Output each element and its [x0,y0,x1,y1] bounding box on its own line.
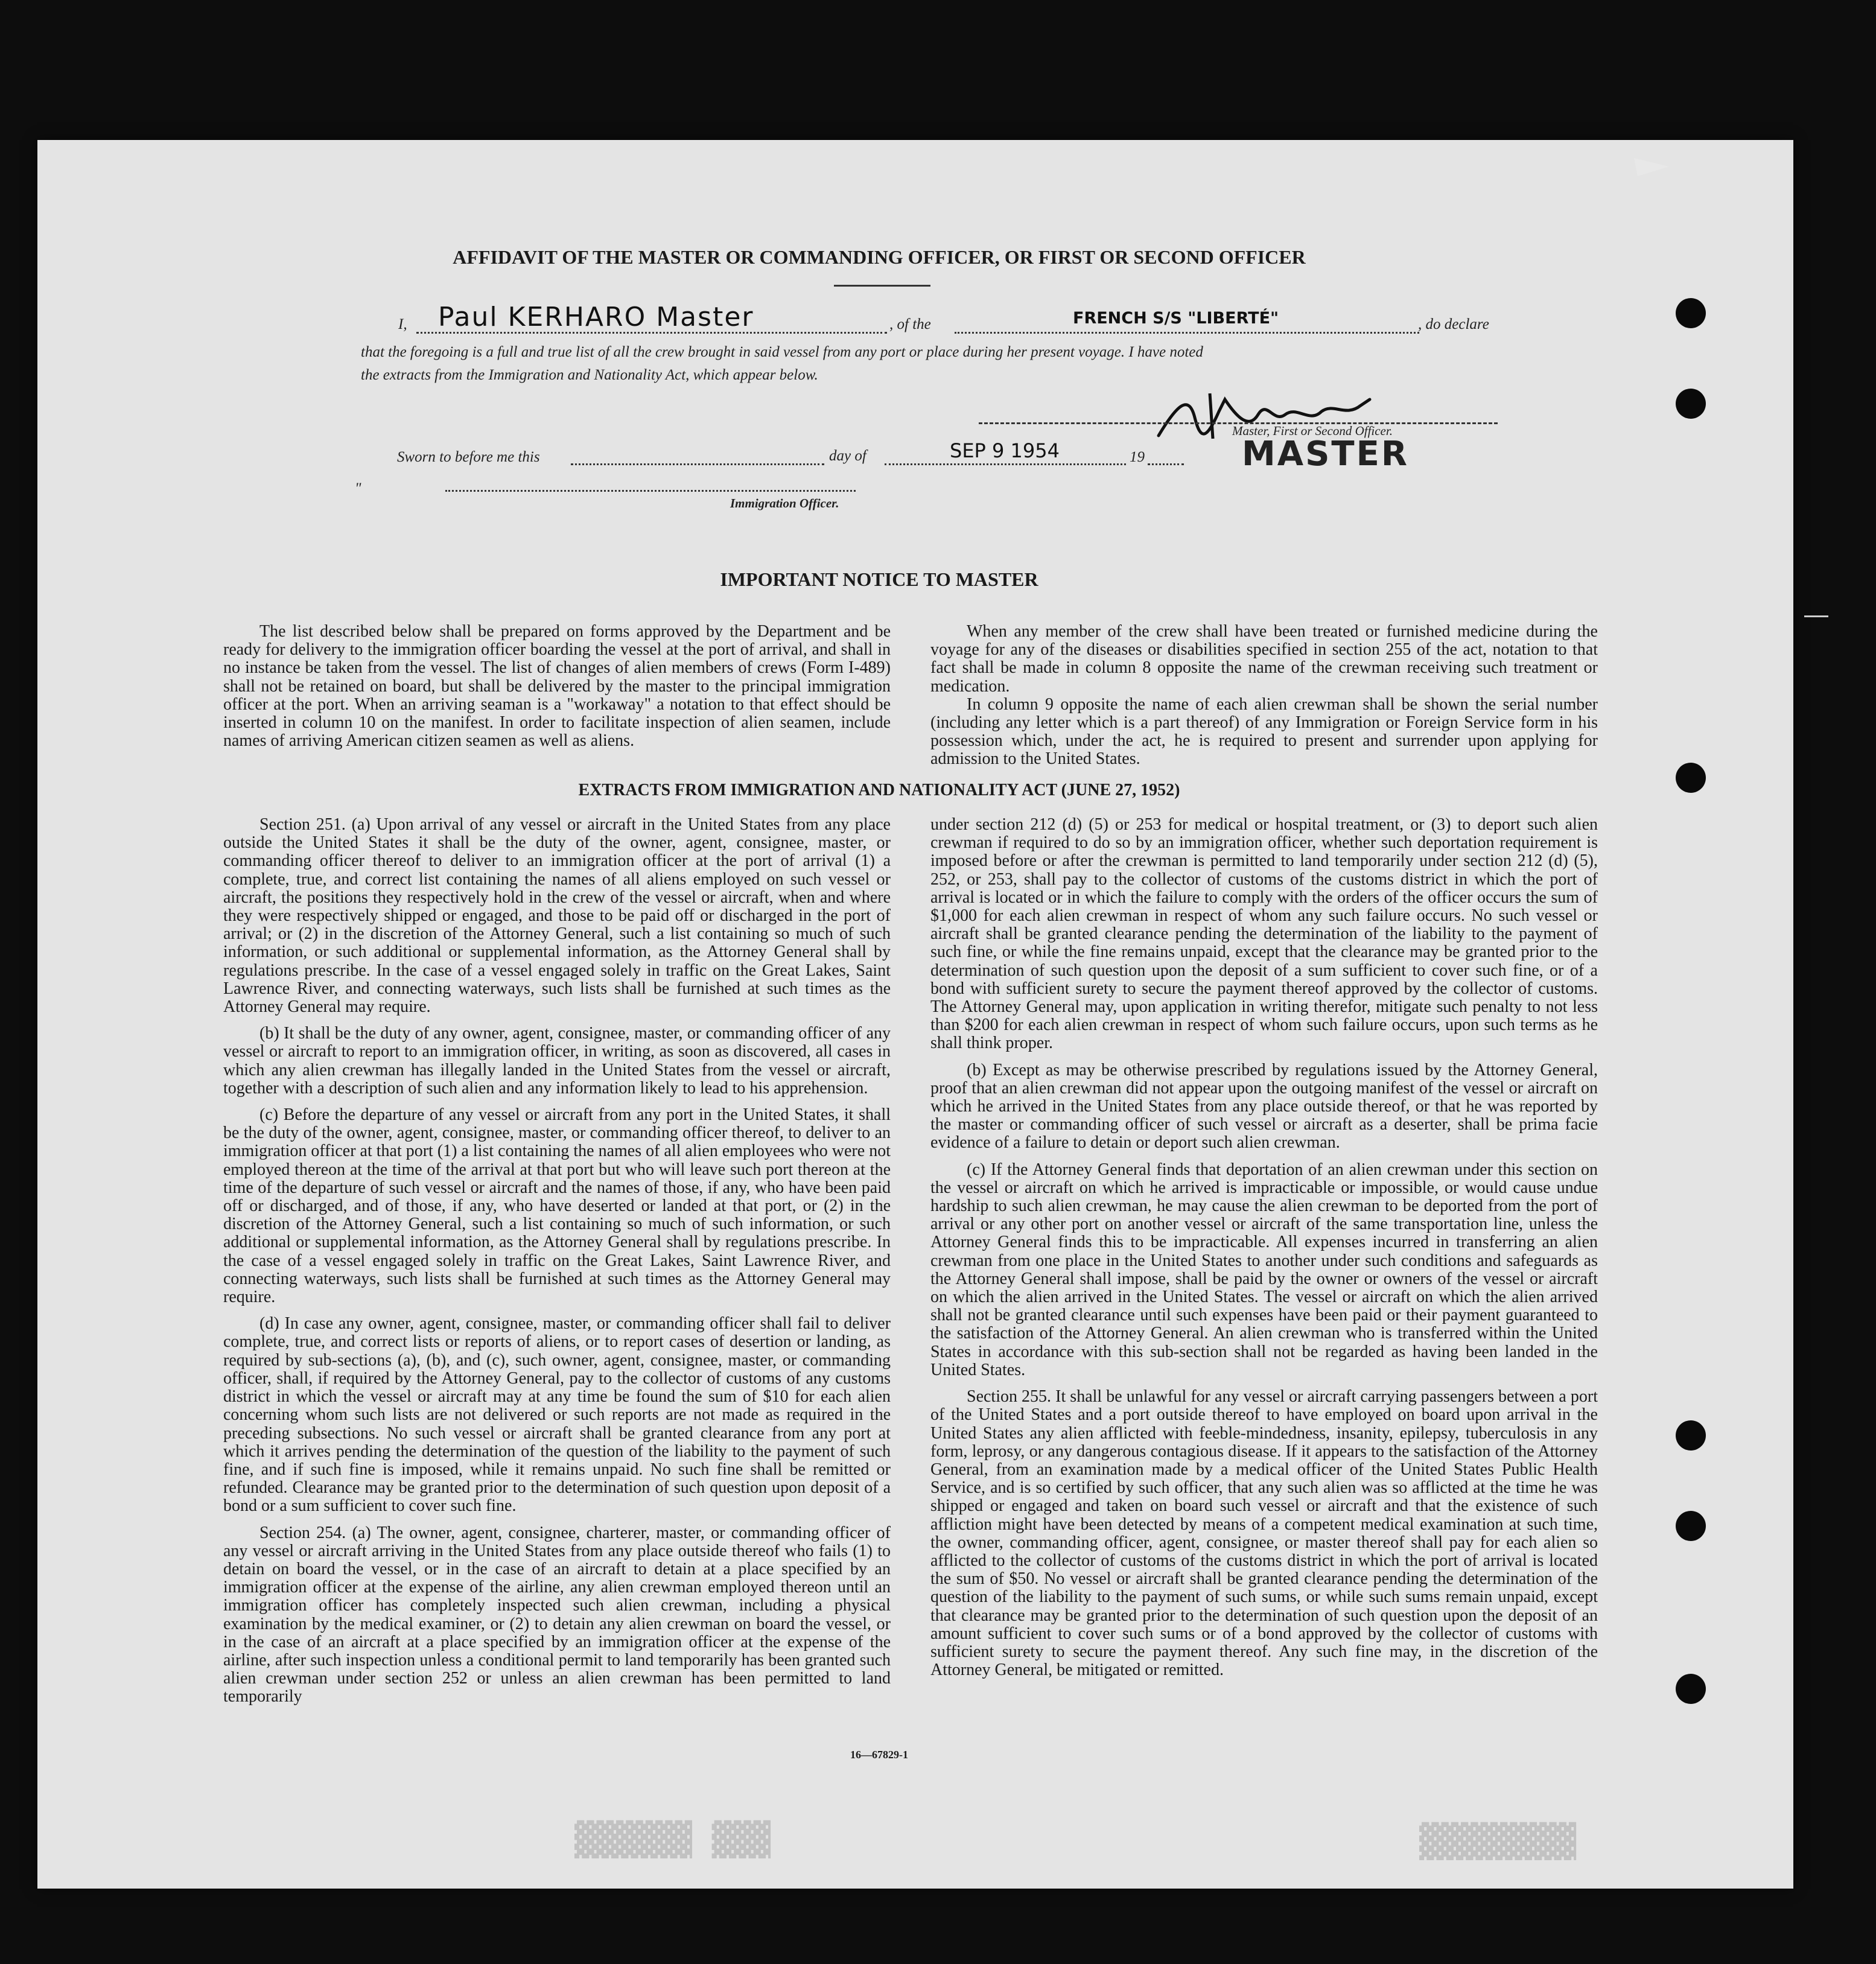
immigration-officer-line [445,490,856,492]
extracts-left-column [223,816,891,1706]
form-number: 16—67829-1 [850,1749,908,1761]
section-254a: Section 254. (a) The owner, agent, consignee, charterer, master, or commanding officer of any vessel or aircraft arriving in the United States from any place outside thereof who fails (1) to detain on board the vessel, or in the case of an aircraft to detain at a place specified by an immigration officer at the expense of the airline, any alien crewman employed thereon until an immigration officer has completely inspected such alien crewman, including a physical examination by the medical examiner, or (2) to detain any alien crewman on board the vessel, or in the case of an aircraft at a place specified by an immigration officer at the expense of the airline, after such inspection unless a conditional permit to land temporarily has been granted such alien crewman under section 252 or unless an alien crewman has been permitted to land temporarily [223,1523,891,1706]
notice-right-paragraph-1: When any member of the crew shall have been treated or furnished medicine during the voyage for any of the diseases or disabilities specified in section 255 of the act, notation to that fact shall be made in column 8 opposite the name of the crewman receiving such treatment or medication. [930,622,1598,696]
affidavit-line-3: the extracts from the Immigration and Nationality Act, which appear below. [361,367,818,383]
section-251d: (d) In case any owner, agent, consignee, master, or commanding officer shall fail to deliver complete, true, and correct lists or reports of aliens, or to report cases of desertion or landing, as required by sub-sections (a), (b), and (c), such owner, agent, consignee, master, or commanding officer, shall, if required by the Attorney General, pay to the collector of customs of any customs district in which the vessel or aircraft may at any time be found the sum of $10 for each alien concerning whom such lists are not delivered or such reports are not made as required in the preceding subsections. No such vessel or aircraft shall be granted clearance from any port at which it arrives pending the determination of the question of the liability to the payment of such fine, and if such fine is imposed, while it remains unpaid. No such fine shall be remitted or refunded. Clearance may be granted prior to the determination of such question upon deposit of a bond or a sum sufficient to cover such fine. [223,1314,891,1516]
do-declare-label: , do declare [1418,316,1489,332]
of-the-label: , of the [889,316,931,332]
pre-i-label: I, [398,316,407,332]
section-251b: (b) It shall be the duty of any owner, agent, consignee, master, or commanding officer of any vessel or aircraft to report to an immigration officer, in writing, as soon as discovered, all cases in which any alien crewman has illegally landed in the United States from the vessel or aircraft, together with a description of such alien and any information likely to lead to his apprehension. [223,1024,891,1098]
signature-caption: Master, First or Second Officer. [1232,424,1393,438]
section-254b: (b) Except as may be otherwise prescribed by regulations issued by the Attorney General, proof that an alien crewman did not appear upon the outgoing manifest of the vessel or aircraft on which he arrived in the United States from any place outside thereof, or that he was reported by the master or commanding officer of such vessel or aircraft as a deserter, shall be prima facie evidence of a failure to detain or deport such alien crewman. [930,1060,1598,1152]
extracts-right-column [930,816,1598,1679]
title-rule [834,285,930,287]
sworn-day-line [571,463,824,465]
vessel-name-line [955,332,1419,334]
notice-title: IMPORTANT NOTICE TO MASTER [720,568,1038,590]
scanner-dash-mark [1804,615,1828,617]
section-254c: (c) If the Attorney General finds that deportation of an alien crewman under this section on the vessel or aircraft on which he arrived is impracticable or impossible, or would cause undue hardship to such alien crewman, he may cause the alien crewman to be deported from the port of arrival or any other port on another vessel or aircraft of the same transportation line, unless the Attorney General finds this to be impracticable. All expenses incurred in transferring an alien crewman from one place in the United States to another under such conditions and safeguards as the Attorney General shall impose, shall be paid by the owner or owners of the vessel or aircraft on which the alien arrived in the United States. The vessel or aircraft on which the alien arrived shall not be granted clearance until such expenses have been paid or their payment guaranteed to the satisfaction of the Attorney General. An alien crewman who is transferred within the United States in accordance with this sub-section shall not be regarded as having been landed in the United States. [930,1160,1598,1379]
binder-hole [1676,1674,1706,1704]
day-of-label: day of [829,448,866,464]
bleed-through-mark: ▓▓▓▓▓▓ ▓▓▓ [574,1820,771,1858]
notice-left-column [223,623,891,750]
year-prefix: 19 [1130,449,1145,465]
binder-hole [1676,1511,1706,1541]
section-251c: (c) Before the departure of any vessel or aircraft from any port in the United States, it shall be the duty of the owner, agent, consignee, master, or commanding officer thereof, to deliver to an immigration officer at that port (1) a list containing the names of all alien employees who were not employed thereon at the time of the arrival at that port but who will leave such port thereon at the time of the departure of such vessel or aircraft and the names of those, if any, who have been paid off or discharged, and of those, if any, who have deserted or landed at that port, or (2) in the discretion of the Attorney General, such a list containing so much of such information, or such additional or supplemental information, as the Attorney General shall by regulations prescribe. In the case of a vessel engaged solely in traffic on the Great Lakes, Saint Lawrence River, and connecting waterways, such lists shall be furnished at such times as the Attorney General may require. [223,1105,891,1307]
notice-right-column [930,623,1598,769]
binder-hole [1676,298,1706,328]
document-page [37,140,1793,1889]
bleed-through-mark: ▓▓▓▓▓▓▓▓ [1419,1822,1577,1860]
section-251a: Section 251. (a) Upon arrival of any vessel or aircraft in the United States from any place outside the United States it shall be the duty of the owner, agent, consignee, master, or commanding officer thereof to deliver to an immigration officer at the port of arrival (1) a complete, true, and correct list containing the names of all aliens employed on such vessel or aircraft, the positions they respectively hold in the crew of the vessel or aircraft, when and where they were respectively shipped or engaged, and those to be paid off or discharged in the port of arrival; or (2) in the discretion of the Attorney General, such a list containing so much of such information, or such additional or supplemental information, as the Attorney General shall by regulations prescribe. In the case of a vessel engaged solely in traffic on the Great Lakes, Saint Lawrence River, and connecting waterways, such lists shall be furnished at such times as the Attorney General may require. [223,815,891,1017]
extracts-title: EXTRACTS FROM IMMIGRATION AND NATIONALITY ACT (JUNE 27, 1952) [578,781,1180,799]
sworn-year-line [1148,463,1184,465]
section-254a-continued: under section 212 (d) (5) or 253 for medical or hospital treatment, or (3) to deport such alien crewman if required to do so by an immigration officer, whether such deportation requirement is imposed before or after the crewman is permitted to land temporarily under section 212 (d) (5), 252, or 253, shall pay to the collector of customs of the customs district in which the port of arrival is located or in which the failure to comply with the orders of the officer occurs the sum of $1,000 for each alien crewman in respect of whom any such failure occurs. No such vessel or aircraft shall be granted clearance pending the determination of the liability to the payment of such fine, or while the fine remains unpaid, except that the clearance may be granted prior to the determination of such question upon the deposit of a sum sufficient to cover such fine, or of a bond with sufficient surety to secure the payment thereof approved by the collector of customs. The Attorney General may, upon application in writing therefor, mitigate such penalty to not less than $200 for each alien crewman in respect of whom such failure occurs, upon such terms as he shall think proper. [930,815,1598,1053]
vessel-name: FRENCH S/S "LIBERTÉ" [1073,309,1279,328]
immigration-officer-caption: Immigration Officer. [730,496,839,510]
affidavit-line-2: that the foregoing is a full and true list of all the crew brought in said vessel from any port or place during her present voyage. I have noted [361,344,1203,360]
notice-right-paragraph-2: In column 9 opposite the name of each alien crewman shall be shown the serial number (including any letter which is a part thereof) of any Immigration or Foreign Service form in his possession which, under the act, he is required to present and surrender upon applying for admission to the United States. [930,694,1598,769]
ditto-mark: " [355,480,361,497]
binder-hole [1676,389,1706,419]
date-stamp: SEP 9 1954 [950,439,1060,462]
notice-left-paragraph: The list described below shall be prepared on forms approved by the Department and be ready for delivery to the immigration officer boarding the vessel at the port of arrival, and shall in no instance be taken from the vessel. The list of changes of alien members of crews (Form I-489) shall not be retained on board, but shall be delivered by the master to the principal immigration officer at the port. When an arriving seaman is a "workaway" a notation to that effect should be inserted in column 10 on the manifest. In order to facilitate inspection of alien seamen, include names of arriving American citizen seamen as well as aliens. [223,622,891,751]
master-stamp: MASTER [1242,434,1409,474]
sworn-month-line [885,463,1126,465]
binder-hole [1676,1420,1706,1451]
section-255: Section 255. It shall be unlawful for any vessel or aircraft carrying passengers between a port of the United States and a port outside thereof to have employed on board upon arrival in the United States any alien afflicted with feeble-mindedness, insanity, epilepsy, tuberculosis in any form, leprosy, or any dangerous contagious disease. If it appears to the satisfaction of the Attorney General, from an examination made by a medical officer of the United States Public Health Service, and is so certified by such officer, that any such alien was so afflicted at the time he was shipped or engaged and taken on board such vessel or aircraft and that the existence of such affliction might have been detected by means of a competent medical examination at such time, the owner, commanding officer, agent, consignee, or master thereof shall pay for each alien so afflicted to the collector of customs of the customs district in which the port of arrival is located the sum of $50. No vessel or aircraft shall be granted clearance pending the determination of the question of the liability to the payment of such sums, or while such sums remain unpaid, except that clearance may be granted prior to the determination of such question upon the deposit of an amount sufficient to cover such sums or of a bond approved by the collector of customs with sufficient surety to secure the payment thereof. Any such fine may, in the discretion of the Attorney General, be mitigated or remitted. [930,1387,1598,1680]
affidavit-title: AFFIDAVIT OF THE MASTER OR COMMANDING OFFICER, OR FIRST OR SECOND OFFICER [453,246,1306,268]
scanner-arrow-icon [1634,158,1670,179]
master-name: Paul KERHARO Master [438,302,754,332]
sworn-label: Sworn to before me this [397,449,540,465]
